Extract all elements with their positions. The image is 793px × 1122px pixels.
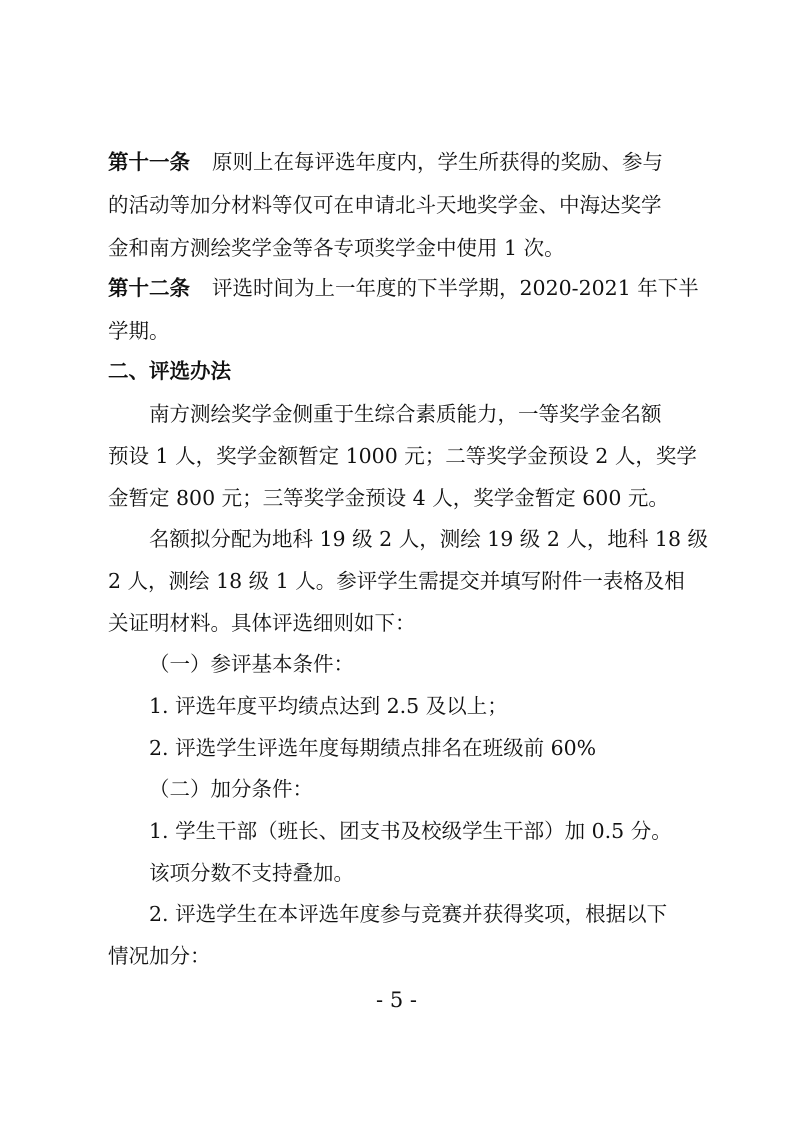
article-11-line-1 — [108, 147, 663, 177]
subsection-2-item-2-line-2: 情况加分： — [108, 944, 211, 968]
para-2-line-1: 名额拟分配为地科 19 级 2 人，测绘 19 级 2 人，地科 18 级 — [149, 527, 709, 551]
page-number: - 5 - — [376, 988, 417, 1012]
article-11-line-3: 金和南方测绘奖学金等各专项奖学金中使用 1 次。 — [108, 236, 565, 260]
para-1-line-1: 南方测绘奖学金侧重于生综合素质能力，一等奖学金名额 — [149, 402, 662, 426]
subsection-2-heading: （二）加分条件： — [149, 777, 313, 801]
article-12-text: 评选时间为上一年度的下半学期，2020-2021 年下半 — [212, 276, 699, 300]
subsection-1-heading: （一）参评基本条件： — [149, 652, 354, 676]
article-12-line-1 — [108, 273, 699, 303]
subsection-1-item-2: 2. 评选学生评选年度每期绩点排名在班级前 60% — [149, 736, 597, 760]
para-2-line-3: 关证明材料。具体评选细则如下： — [108, 611, 416, 635]
para-1-line-3: 金暂定 800 元；三等奖学金预设 4 人，奖学金暂定 600 元。 — [108, 486, 669, 510]
article-12-line-2: 学期。 — [108, 319, 170, 343]
article-12-heading: 第十二条 — [108, 276, 190, 300]
article-11-line-2: 的活动等加分材料等仅可在申请北斗天地奖学金、中海达奖学 — [108, 193, 662, 217]
subsection-2-item-2-line-1: 2. 评选学生在本评选年度参与竞赛并获得奖项，根据以下 — [149, 902, 668, 926]
article-11-text: 原则上在每评选年度内，学生所获得的奖励、参与 — [212, 150, 663, 174]
section-2-heading: 二、评选办法 — [108, 359, 231, 383]
article-11-heading: 第十一条 — [108, 150, 190, 174]
para-1-line-2: 预设 1 人，奖学金额暂定 1000 元；二等奖学金预设 2 人，奖学 — [108, 444, 697, 468]
subsection-2-note: 该项分数不支持叠加。 — [149, 861, 354, 885]
para-2-line-2: 2 人，测绘 18 级 1 人。参评学生需提交并填写附件一表格及相 — [108, 569, 685, 593]
subsection-2-item-1: 1. 学生干部（班长、团支书及校级学生干部）加 0.5 分。 — [149, 819, 672, 843]
subsection-1-item-1: 1. 评选年度平均绩点达到 2.5 及以上； — [149, 694, 508, 718]
